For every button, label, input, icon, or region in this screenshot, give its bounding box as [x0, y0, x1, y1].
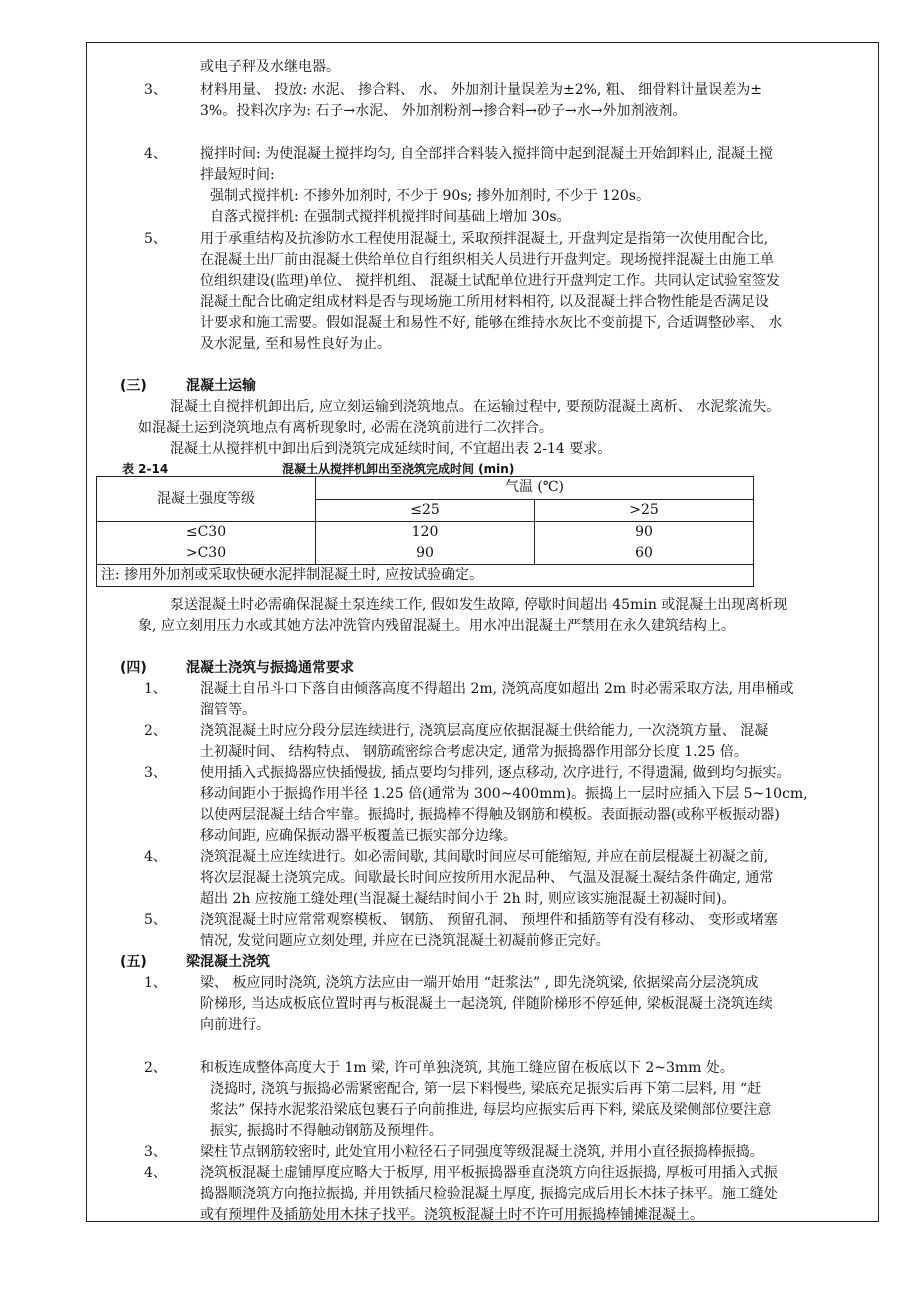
item-number: 3、 [144, 82, 167, 98]
item-number: 4、 [144, 146, 167, 162]
text-line: 混凝土配合比确定组成材料是否与现场施工所用材料相符, 以及混凝土拌合物性能是否满足设 [200, 294, 769, 310]
text-line: 材料用量、 投放: 水泥、 掺合料、 水、 外加剂计量误差为±2%, 粗、 细骨料计量误差为± [200, 82, 762, 98]
text-line: 混凝土自吊斗口下落自由倾落高度不得超出 2m, 浇筑高度如超出 2m 时必需采取方法, 用串桶或 [200, 681, 794, 697]
text-line: 移动间距, 应确保振动器平板覆盖已振实部分边缘。 [200, 828, 517, 844]
table-cell: 60 [535, 543, 754, 565]
text-line: 和板连成整体高度大于 1m 梁, 许可单独浇筑, 其施工缝应留在板底以下 2~3mm 处。 [200, 1060, 734, 1076]
header-temp-low: ≤25 [316, 499, 535, 522]
table-title: 混凝土从搅拌机卸出至浇筑完成时间 (min) [282, 462, 515, 476]
item-number: 4、 [144, 1165, 167, 1181]
text-line: 将次层混凝土浇筑完成。间歇最长时间应按所用水泥品种、 气温及混凝土凝结条件确定, 通常 [200, 870, 774, 886]
text-line: 浆法” 保持水泥浆沿梁底包裹石子向前推进, 每层均应振实后再下料, 梁底及梁侧部位要注意 [210, 1102, 772, 1118]
section-number: (四) [120, 660, 147, 676]
section-heading: 梁混凝土浇筑 [186, 954, 270, 970]
table-number: 表 2-14 [122, 462, 169, 476]
text-line: 以使两层混凝土结合牢靠。振捣时, 振捣棒不得触及钢筋和模板。表面振动器(或称平板振动器) [200, 807, 780, 823]
text-line: 或电子秤及水继电器。 [200, 59, 340, 75]
text-line: 情况, 发觉问题应立刻处理, 并应在已浇筑混凝土初凝前修正完好。 [200, 933, 610, 949]
item-number: 2、 [144, 723, 167, 739]
text-line: 自落式搅拌机: 在强制式搅拌机搅拌时间基础上增加 30s。 [210, 209, 571, 225]
text-line: 浇捣时, 浇筑与振捣必需紧密配合, 第一层下料慢些, 梁底充足振实后再下第二层料, 用 “赶 [210, 1081, 762, 1097]
header-temperature: 气温 (℃) [316, 477, 754, 500]
item-number: 3、 [144, 1144, 167, 1160]
time-limit-table [96, 476, 754, 587]
item-number: 3、 [144, 765, 167, 781]
table-note: 注: 掺用外加剂或采取快硬水泥拌制混凝土时, 应按试验确定。 [97, 565, 754, 587]
item-number: 4、 [144, 849, 167, 865]
section-number: (五) [120, 954, 147, 970]
section-number: (三) [120, 378, 147, 394]
section-heading: 混凝土运输 [186, 378, 256, 394]
text-line: 溜管等。 [200, 702, 256, 718]
table-cell: 90 [316, 543, 535, 565]
table-cell: >C30 [97, 543, 316, 565]
header-temp-high: >25 [535, 499, 754, 522]
table-cell: 90 [535, 522, 754, 544]
item-number: 1、 [144, 975, 167, 991]
section-heading: 混凝土浇筑与振捣通常要求 [186, 660, 354, 676]
item-number: 5、 [144, 231, 167, 247]
text-line: 振实, 振捣时不得触动钢筋及预埋件。 [210, 1123, 443, 1139]
text-line: 如混凝土运到浇筑地点有离析现象时, 必需在浇筑前进行二次拌合。 [138, 420, 553, 436]
item-number: 5、 [144, 912, 167, 928]
text-line: 使用插入式振捣器应快插慢拔, 插点要均匀排列, 逐点移动, 次序进行, 不得遗漏, 做到均匀振实。 [200, 765, 791, 781]
text-line: 混凝土从搅拌机中卸出后到浇筑完成延续时间, 不宜超出表 2-14 要求。 [170, 441, 612, 457]
text-line: 超出 2h 应按施工缝处理(当混凝土凝结时间小于 2h 时, 则应该实施混凝土初凝时间)。 [200, 891, 736, 907]
text-line: 搅拌时间: 为使混凝土搅拌均匀, 自全部拌合料装入搅拌筒中起到混凝土开始卸料止, 混凝土搅 [200, 146, 773, 162]
text-line: 3%。投料次序为: 石子→水泥、 外加剂粉剂→掺合料→砂子→水→外加剂液剂。 [200, 103, 687, 119]
text-line: 用于承重结构及抗渗防水工程使用混凝土, 采取预拌混凝土, 开盘判定是指第一次使用配合比, [200, 231, 769, 247]
text-line: 捣器顺浇筑方向拖拉振捣, 并用铁插尺检验混凝土厚度, 振捣完成后用长木抹子抹平。施工缝处 [200, 1186, 778, 1202]
text-line: 混凝土自搅拌机卸出后, 应立刻运输到浇筑地点。在运输过程中, 要预防混凝土离析、 水泥浆流失。 [170, 399, 781, 415]
text-line: 浇筑混凝土时应常常观察模板、 钢筋、 预留孔洞、 预埋件和插筋等有没有移动、 变形或堵塞 [200, 912, 778, 928]
header-strength-grade: 混凝土强度等级 [97, 477, 316, 522]
text-line: 位组织建设(监理)单位、 搅拌机组、 混凝土试配单位进行开盘判定工作。共同认定试验室签发 [200, 273, 780, 289]
item-number: 2、 [144, 1060, 167, 1076]
text-line: 梁、 板应同时浇筑, 浇筑方法应由一端开始用 “赶浆法” , 即先浇筑梁, 依据梁高分层浇筑成 [200, 975, 759, 991]
text-line: 强制式搅拌机: 不掺外加剂时, 不少于 90s; 掺外加剂时, 不少于 120s。 [210, 188, 650, 204]
text-line: 移动间距小于振捣作用半径 1.25 倍(通常为 300~400mm)。振捣上一层时应插入下层 5~10cm, [200, 786, 808, 802]
text-line: 向前进行。 [200, 1017, 270, 1033]
table-cell: 120 [316, 522, 535, 544]
item-number: 1、 [144, 681, 167, 697]
text-line: 浇筑板混凝土虚铺厚度应略大于板厚, 用平板振捣器垂直浇筑方向往返振捣, 厚板可用插入式振 [200, 1165, 778, 1181]
text-line: 及水泥量, 至和易性良好为止。 [200, 336, 391, 352]
text-line: 泵送混凝土时必需确保混凝土泵连续工作, 假如发生故障, 停歇时间超出 45min 或混凝土出现离析现 [170, 597, 788, 613]
text-line: 计要求和施工需要。假如混凝土和易性不好, 能够在维持水灰比不变前提下, 合适调整砂率、 水 [200, 315, 783, 331]
text-line: 在混凝土出厂前由混凝土供给单位自行组织相关人员进行开盘判定。现场搅拌混凝土由施工单 [200, 252, 774, 268]
text-line: 浇筑混凝土应连续进行。如必需间歇, 其间歇时间应尽可能缩短, 并应在前层棍凝土初凝之前, [200, 849, 769, 865]
text-line: 拌最短时间: [200, 167, 275, 183]
text-line: 浇筑混凝土时应分段分层连续进行, 浇筑层高度应依据混凝土供给能力, 一次浇筑方量、 混凝 [200, 723, 769, 739]
table-cell: ≤C30 [97, 522, 316, 544]
text-line: 象, 应立刻用压力水或其她方法冲洗管内残留混凝土。用水冲出混凝土严禁用在永久建筑结构上。 [138, 618, 735, 634]
text-line: 土初凝时间、 结构特点、 钢筋疏密综合考虑决定, 通常为振捣器作用部分长度 1.25 倍。 [200, 744, 748, 760]
text-line: 或有预埋件及插筋处用木抹子找平。浇筑板混凝土时不许可用振捣棒铺摊混凝土。 [200, 1207, 704, 1223]
text-line: 阶梯形, 当达成板底位置时再与板混凝土一起浇筑, 伴随阶梯形不停延伸, 梁板混凝土浇筑连续 [200, 996, 773, 1012]
text-line: 梁柱节点钢筋较密时, 此处宜用小粒径石子同强度等级混凝土浇筑, 并用小直径振捣棒振捣。 [200, 1144, 764, 1160]
